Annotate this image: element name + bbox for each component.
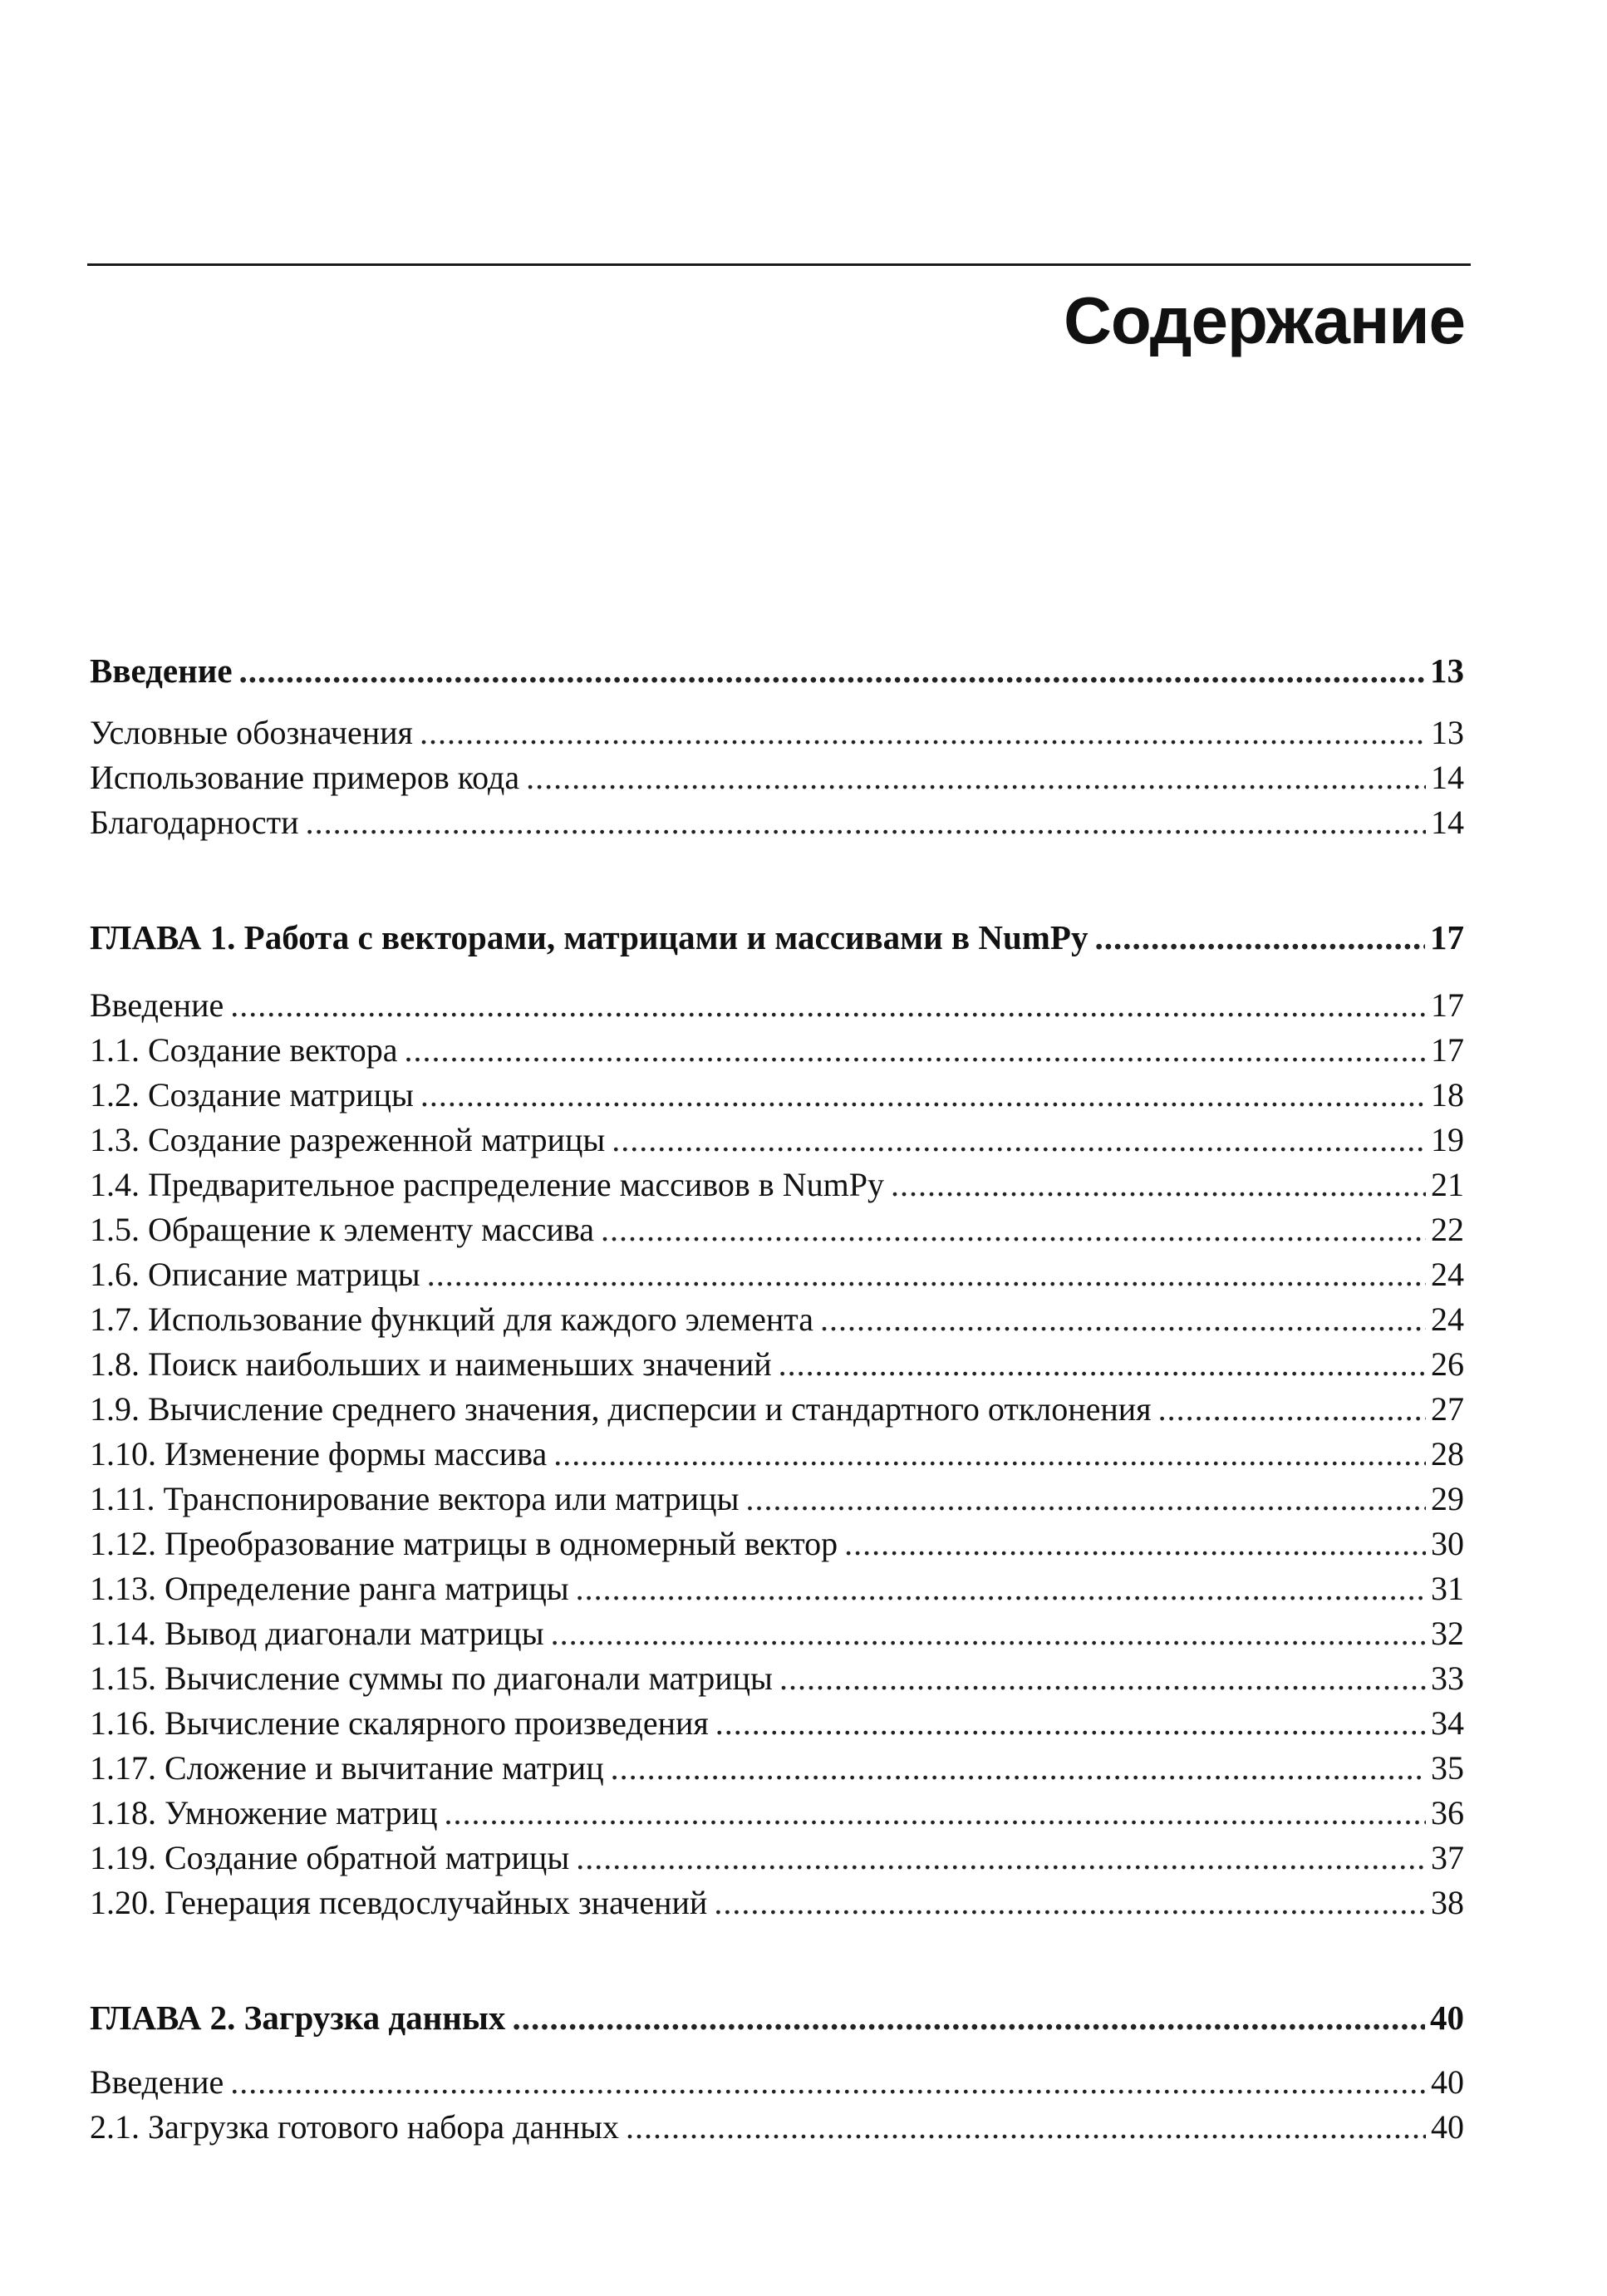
toc-entry-label: ГЛАВА 2. Загрузка данных — [90, 1999, 506, 2037]
dot-leader — [427, 1252, 1426, 1297]
toc-entry-page: 27 — [1431, 1390, 1464, 1428]
dot-leader — [779, 1342, 1426, 1387]
toc-entry-page: 31 — [1431, 1570, 1464, 1607]
dot-leader — [745, 1477, 1426, 1522]
toc-entry — [90, 2105, 1464, 2150]
toc-entry-page: 28 — [1431, 1435, 1464, 1472]
toc-entry — [90, 1432, 1464, 1477]
toc-entry — [90, 1297, 1464, 1342]
dot-leader — [626, 2105, 1426, 2150]
toc-entry — [90, 1836, 1464, 1881]
toc-entry — [90, 915, 1464, 960]
page-title: Содержание — [1064, 283, 1465, 357]
toc-entry — [90, 2060, 1464, 2105]
toc-entry — [90, 1746, 1464, 1791]
dot-leader — [306, 800, 1426, 845]
toc-entry-label: 1.18. Умножение матриц — [90, 1794, 438, 1831]
dot-leader — [611, 1746, 1426, 1791]
toc-entry-page: 24 — [1431, 1256, 1464, 1293]
toc-entry-label: 1.6. Описание матрицы — [90, 1256, 420, 1293]
toc-entry — [90, 1881, 1464, 1925]
toc-entry-page: 21 — [1431, 1166, 1464, 1203]
toc-entry-label: Введение — [90, 651, 233, 690]
toc-entry-page: 40 — [1431, 2063, 1464, 2101]
toc-entry-label: 1.16. Вычисление скалярного произведения — [90, 1704, 709, 1742]
dot-leader — [891, 1163, 1426, 1207]
toc-entry — [90, 1342, 1464, 1387]
dot-leader — [1158, 1387, 1426, 1432]
toc-entry-label: 1.10. Изменение формы массива — [90, 1435, 548, 1472]
toc-entry-label: 1.15. Вычисление суммы по диагонали матрицы — [90, 1659, 773, 1697]
toc-entry — [90, 1522, 1464, 1566]
dot-leader — [714, 1881, 1426, 1925]
toc-entry-page: 14 — [1431, 804, 1464, 841]
dot-leader — [576, 1566, 1426, 1611]
toc-entry-page: 36 — [1431, 1794, 1464, 1831]
dot-leader — [230, 2060, 1426, 2105]
dot-leader — [420, 710, 1426, 755]
toc-entry-page: 33 — [1431, 1659, 1464, 1697]
toc-entry — [90, 1611, 1464, 1656]
toc-entry-page: 22 — [1431, 1211, 1464, 1248]
toc-entry — [90, 1118, 1464, 1163]
toc-entry-label: 1.2. Создание матрицы — [90, 1076, 414, 1114]
dot-leader — [230, 983, 1426, 1028]
toc-entry-label: 1.11. Транспонирование вектора или матрицы — [90, 1480, 740, 1517]
toc-entry-page: 29 — [1431, 1480, 1464, 1517]
toc-entry-label: 1.7. Использование функций для каждого элемента — [90, 1300, 813, 1338]
top-rule — [87, 263, 1471, 266]
toc-entry — [90, 1566, 1464, 1611]
toc-entry-page: 13 — [1431, 714, 1464, 751]
toc-entry — [90, 1701, 1464, 1746]
toc-entry — [90, 1207, 1464, 1252]
toc-entry — [90, 1477, 1464, 1522]
toc-entry-page: 13 — [1430, 651, 1464, 690]
toc-entry-page: 35 — [1431, 1749, 1464, 1787]
dot-leader — [612, 1118, 1426, 1163]
toc-entry — [90, 1387, 1464, 1432]
toc-entry-page: 40 — [1431, 2108, 1464, 2146]
dot-leader — [420, 1073, 1426, 1118]
toc-entry-label: 1.17. Сложение и вычитание матриц — [90, 1749, 604, 1787]
toc-entry-label: 1.5. Обращение к элементу массива — [90, 1211, 594, 1248]
toc-entry — [90, 1791, 1464, 1836]
toc-entry-page: 17 — [1430, 918, 1464, 956]
toc-entry-label: 1.8. Поиск наибольших и наименьших значений — [90, 1345, 772, 1383]
toc-entry-page: 17 — [1431, 1031, 1464, 1069]
toc-entry-label: 1.9. Вычисление среднего значения, дисперсии и стандартного отклонения — [90, 1390, 1152, 1428]
toc-entry-label: 1.3. Создание разреженной матрицы — [90, 1121, 606, 1158]
dot-leader — [820, 1297, 1426, 1342]
dot-leader — [404, 1028, 1426, 1073]
toc-entry-page: 24 — [1431, 1300, 1464, 1338]
toc-entry-label: Введение — [90, 2063, 224, 2101]
toc-entry-page: 18 — [1431, 1076, 1464, 1114]
toc-entry-label: 1.12. Преобразование матрицы в одномерный вектор — [90, 1525, 838, 1562]
toc-entry — [90, 1656, 1464, 1701]
toc-entry-page: 26 — [1431, 1345, 1464, 1383]
dot-leader — [239, 648, 1425, 693]
toc-entry-page: 30 — [1431, 1525, 1464, 1562]
toc-entry-page: 37 — [1431, 1839, 1464, 1876]
dot-leader — [512, 1995, 1425, 2040]
dot-leader — [553, 1432, 1426, 1477]
toc-entry — [90, 1995, 1464, 2040]
dot-leader — [844, 1522, 1426, 1566]
toc-entry-page: 40 — [1430, 1999, 1464, 2037]
toc-entry — [90, 800, 1464, 845]
toc-entry-label: ГЛАВА 1. Работа с векторами, матрицами и массивами в NumPy — [90, 918, 1089, 956]
toc-entry-label: Использование примеров кода — [90, 759, 520, 796]
dot-leader — [576, 1836, 1426, 1881]
toc-entry-page: 32 — [1431, 1615, 1464, 1652]
toc-entry-label: Благодарности — [90, 804, 299, 841]
toc-entry-label: 1.13. Определение ранга матрицы — [90, 1570, 569, 1607]
toc-entry — [90, 1252, 1464, 1297]
dot-leader — [551, 1611, 1426, 1656]
toc-entry-label: 1.20. Генерация псевдослучайных значений — [90, 1884, 708, 1921]
toc-entry-page: 14 — [1431, 759, 1464, 796]
toc-entry-label: 1.14. Вывод диагонали матрицы — [90, 1615, 544, 1652]
toc-entry-label: 1.19. Создание обратной матрицы — [90, 1839, 570, 1876]
toc-entry-label: Условные обозначения — [90, 714, 413, 751]
toc-entry — [90, 1163, 1464, 1207]
toc-entry — [90, 983, 1464, 1028]
toc-entry — [90, 710, 1464, 755]
toc-entry-page: 34 — [1431, 1704, 1464, 1742]
toc-entry-page: 17 — [1431, 986, 1464, 1024]
dot-leader — [445, 1791, 1427, 1836]
toc-entry-label: Введение — [90, 986, 224, 1024]
dot-leader — [601, 1207, 1426, 1252]
toc-entry-label: 2.1. Загрузка готового набора данных — [90, 2108, 619, 2146]
dot-leader — [715, 1701, 1426, 1746]
toc-entry-label: 1.4. Предварительное распределение массивов в NumPy — [90, 1166, 884, 1203]
toc-entry-page: 19 — [1431, 1121, 1464, 1158]
toc-entry-page: 38 — [1431, 1884, 1464, 1921]
toc-entry-label: 1.1. Создание вектора — [90, 1031, 398, 1069]
toc-entry — [90, 1028, 1464, 1073]
dot-leader — [1094, 915, 1425, 960]
toc-entry — [90, 755, 1464, 800]
toc-entry — [90, 648, 1464, 693]
toc-entry — [90, 1073, 1464, 1118]
dot-leader — [779, 1656, 1426, 1701]
dot-leader — [526, 755, 1426, 800]
